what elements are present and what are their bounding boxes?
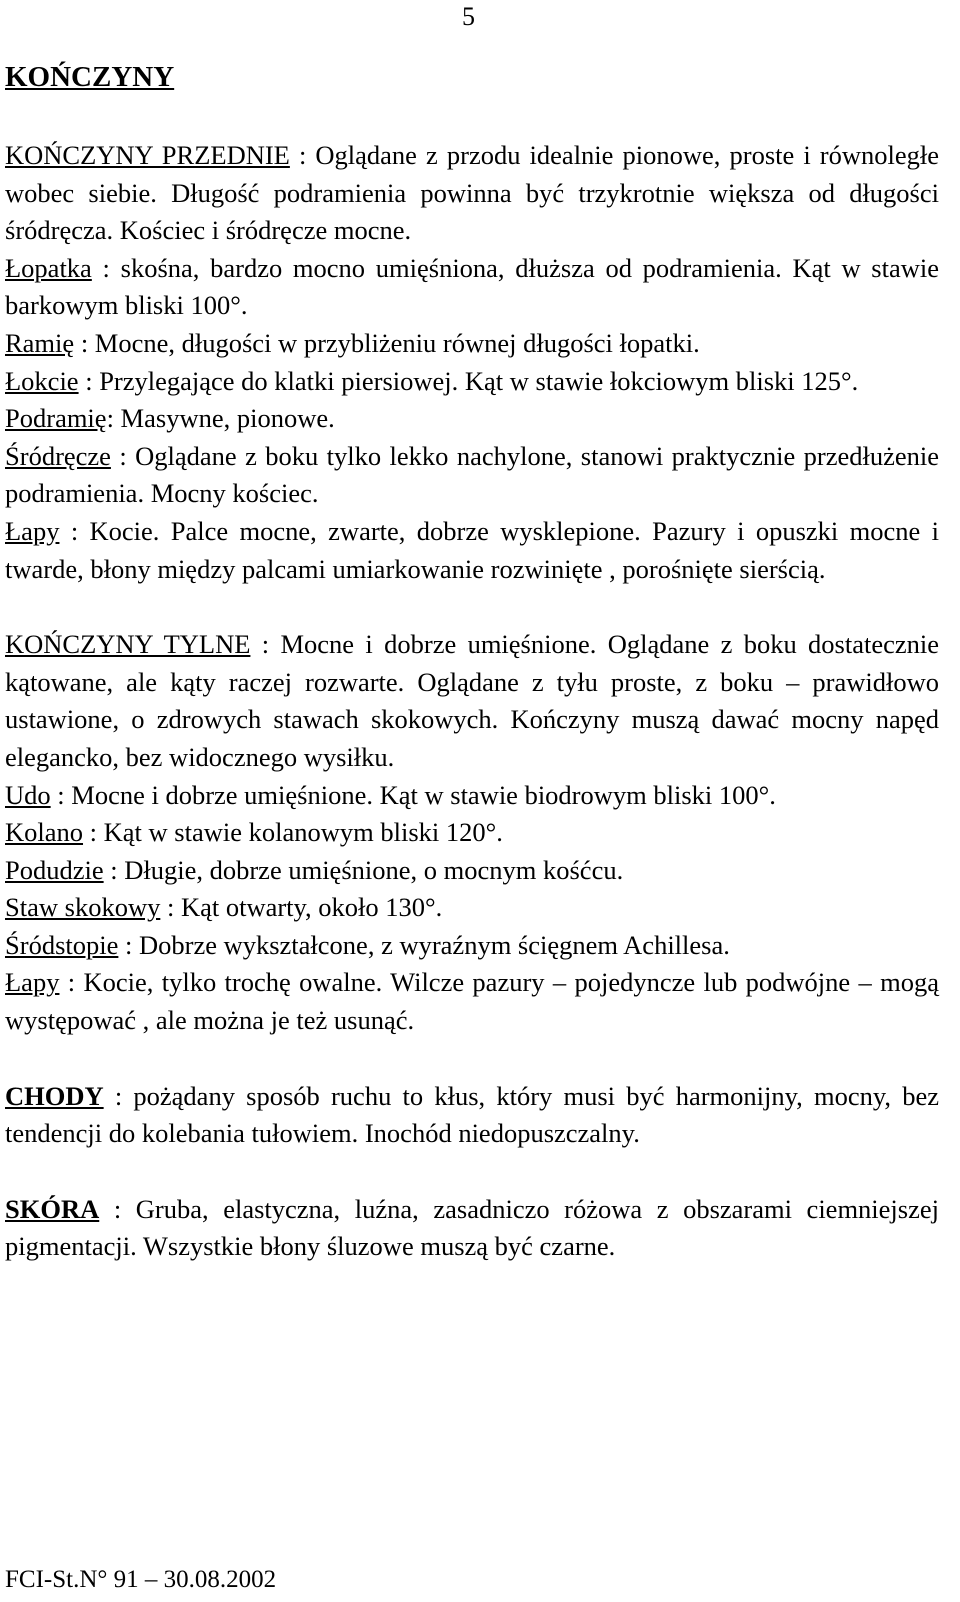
paragraph-shoulder bbox=[5, 250, 939, 325]
paragraph-spacer bbox=[5, 588, 939, 626]
text-upper-arm: : Mocne, długości w przybliżeniu równej długości łopatki. bbox=[74, 327, 700, 358]
text-thigh: : Mocne i dobrze umięśnione. Kąt w stawie biodrowym bliski 100°. bbox=[50, 779, 776, 810]
page-footer: FCI-St.N° 91 – 30.08.2002 bbox=[5, 1566, 277, 1593]
term-elbows: Łokcie bbox=[5, 365, 79, 396]
paragraph-elbows bbox=[5, 363, 939, 401]
text-lower-thigh: : Długie, dobrze umięśnione, o mocnym kośćcu. bbox=[103, 854, 624, 885]
text-forearm: : Masywne, pionowe. bbox=[106, 403, 335, 434]
term-front-limbs: KOŃCZYNY PRZEDNIE bbox=[5, 140, 290, 170]
text-metacarpus: : Oglądane z boku tylko lekko nachylone, stanowi praktycznie przedłużenie podramienia. Mocny kościec. bbox=[5, 440, 939, 509]
term-hock-joint: Staw skokowy bbox=[5, 892, 161, 923]
term-metatarsus: Śródstopie bbox=[5, 929, 119, 960]
text-gait: : pożądany sposób ruchu to kłus, który musi być harmonijny, mocny, bez tendencji do kolebania tułowiem. Inochód niedopuszczalny. bbox=[5, 1080, 939, 1149]
page-number: 5 bbox=[462, 2, 475, 31]
term-front-feet: Łapy bbox=[5, 515, 60, 546]
term-hind-feet: Łapy bbox=[5, 967, 60, 998]
text-hock-joint: : Kąt otwarty, około 130°. bbox=[160, 892, 443, 923]
term-metacarpus: Śródręcze bbox=[5, 440, 111, 471]
term-thigh: Udo bbox=[5, 779, 51, 810]
term-lower-thigh: Podudzie bbox=[5, 854, 104, 885]
document-body bbox=[5, 137, 939, 1266]
text-front-feet: : Kocie. Palce mocne, zwarte, dobrze wysklepione. Pazury i opuszki mocne i twarde, błony między palcami umiarkowanie rozwinięte , porośnięte sierścią. bbox=[5, 515, 939, 584]
paragraph-skin bbox=[5, 1191, 939, 1266]
text-elbows: : Przylegające do klatki piersiowej. Kąt w stawie łokciowym bliski 125°. bbox=[78, 365, 859, 396]
paragraph-front-feet bbox=[5, 513, 939, 588]
paragraph-stifle bbox=[5, 814, 939, 852]
paragraph-metacarpus bbox=[5, 438, 939, 513]
paragraph-spacer bbox=[5, 1153, 939, 1191]
term-hind-limbs: KOŃCZYNY TYLNE bbox=[5, 629, 251, 660]
text-stifle: : Kąt w stawie kolanowym bliski 120°. bbox=[83, 817, 503, 848]
term-stifle: Kolano bbox=[5, 817, 84, 848]
term-shoulder: Łopatka bbox=[5, 252, 92, 283]
section-heading-limbs: KOŃCZYNY bbox=[5, 61, 175, 93]
paragraph-hind-limbs bbox=[5, 626, 939, 776]
paragraph-gait bbox=[5, 1078, 939, 1153]
paragraph-front-limbs bbox=[5, 137, 939, 250]
paragraph-hock-joint bbox=[5, 889, 939, 927]
paragraph-lower-thigh bbox=[5, 852, 939, 890]
term-forearm: Podramię bbox=[5, 403, 107, 434]
term-upper-arm: Ramię bbox=[5, 327, 75, 358]
paragraph-spacer bbox=[5, 1040, 939, 1078]
paragraph-upper-arm bbox=[5, 325, 939, 363]
text-metatarsus: : Dobrze wykształcone, z wyraźnym ścięgnem Achillesa. bbox=[118, 929, 730, 960]
text-hind-feet: : Kocie, tylko trochę owalne. Wilcze pazury – pojedyncze lub podwójne – mogą występować , ale można je też usunąć. bbox=[5, 967, 939, 1036]
paragraph-metatarsus bbox=[5, 927, 939, 965]
paragraph-forearm bbox=[5, 400, 939, 438]
text-front-limbs: : Oglądane z przodu idealnie pionowe, proste i równoległe wobec siebie. Długość podramienia powinna być trzykrotnie większa od długości śródręcza. Kościec i śródręcze mocne. bbox=[5, 140, 940, 246]
term-gait: CHODY bbox=[5, 1080, 104, 1111]
text-shoulder: : skośna, bardzo mocno umięśniona, dłuższa od podramienia. Kąt w stawie barkowym bliski 100°. bbox=[5, 252, 939, 321]
paragraph-hind-feet bbox=[5, 964, 939, 1039]
text-hind-limbs: : Mocne i dobrze umięśnione. Oglądane z boku dostatecznie kątowane, ale kąty raczej rozwarte. Oglądane z tyłu proste, z boku – prawidłowo ustawione, o zdrowych stawach skokowych. Kończyny muszą dawać mocny napęd elegancko, bez widocznego wysiłku. bbox=[5, 629, 940, 772]
text-skin: : Gruba, elastyczna, luźna, zasadniczo różowa z obszarami ciemniejszej pigmentacji. Wszystkie błony śluzowe muszą być czarne. bbox=[5, 1193, 939, 1262]
term-skin: SKÓRA bbox=[5, 1193, 100, 1224]
paragraph-thigh bbox=[5, 777, 939, 815]
